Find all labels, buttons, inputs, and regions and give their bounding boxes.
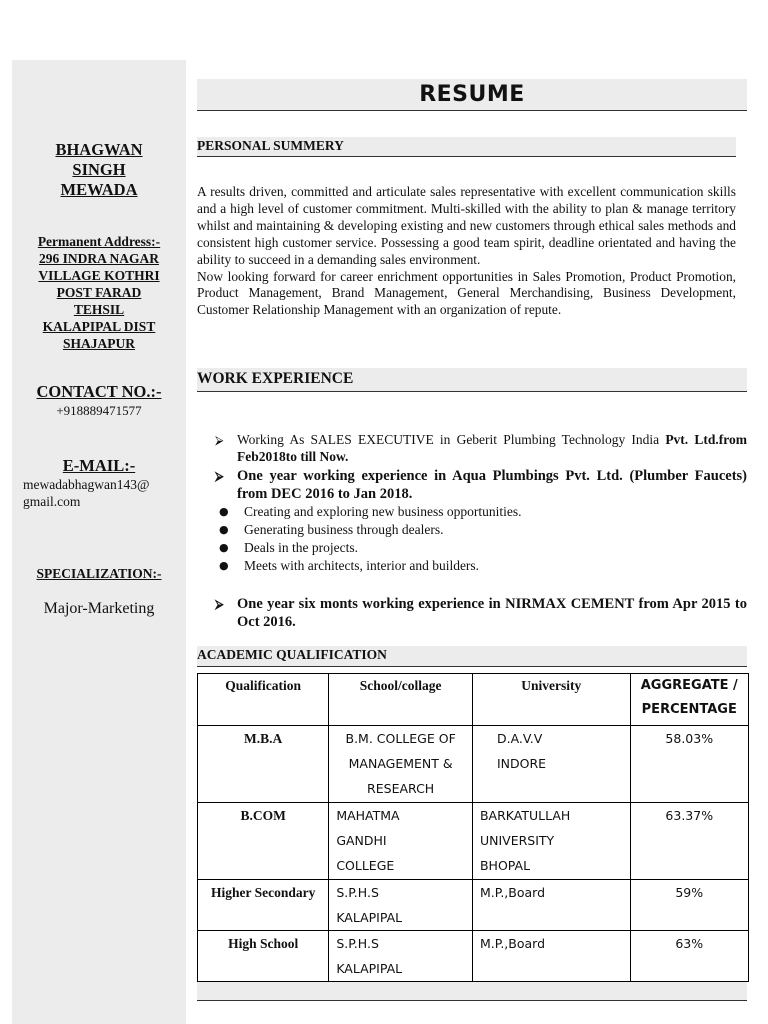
email-line: mewadabhagwan143@ (23, 477, 150, 492)
academic-table (197, 673, 749, 982)
dot-bullet-icon: ● (219, 559, 229, 572)
specialization-value: Major-Marketing (43, 600, 155, 617)
work-item (197, 467, 747, 503)
arrow-bullet-icon: ⮚ (215, 597, 224, 611)
cell-qualification: Higher Secondary (198, 880, 329, 931)
address-block (12, 233, 186, 352)
work-item (197, 595, 747, 631)
specialization-label: SPECIALIZATION:- (36, 566, 162, 581)
cell-university (472, 726, 630, 803)
dot-bullet-icon: ● (219, 523, 229, 536)
work-item-bold: Pvt. Ltd.from Feb2018to till Now. (237, 432, 747, 464)
address-line: SHAJAPUR (62, 336, 135, 351)
arrow-bullet-icon: ⮚ (215, 469, 224, 483)
footer-bar (197, 982, 747, 1001)
cell-line: GANDHI (336, 833, 387, 848)
page-title: RESUME (419, 82, 525, 107)
table-row (198, 880, 749, 931)
address-label: Permanent Address:- (37, 234, 161, 249)
contact-label: CONTACT NO.:- (36, 382, 162, 401)
cell-line: KALAPIPAL (336, 910, 403, 925)
name-line: SINGH (72, 160, 126, 179)
cell-university (472, 803, 630, 880)
header-aggregate (630, 674, 748, 726)
cell-line: M.P.,Board (479, 885, 546, 900)
header-line: PERCENTAGE (641, 702, 737, 717)
address-line: TEHSIL (73, 302, 125, 317)
summary-heading: PERSONAL SUMMERY (197, 137, 736, 157)
work-item-text: One year six monts working experience in NIRMAX CEMENT from Apr 2015 to Oct 2016. (237, 596, 747, 630)
header-school: School/collage (329, 674, 473, 726)
duty-text: Meets with architects, interior and builders. (244, 558, 480, 573)
cell-qualification: High School (198, 931, 329, 982)
duty-text: Generating business through dealers. (244, 522, 444, 537)
cell-school (329, 880, 473, 931)
cell-line: RESEARCH (367, 781, 435, 796)
cell-line: MAHATMA (336, 808, 400, 823)
cell-university (472, 931, 630, 982)
cell-line: D.A.V.V (496, 731, 543, 746)
cell-qualification: M.B.A (198, 726, 329, 803)
cell-school (329, 803, 473, 880)
cell-qualification: B.COM (198, 803, 329, 880)
contact-number: +918889471577 (56, 403, 142, 418)
cell-percentage: 59% (630, 880, 748, 931)
duty-text: Deals in the projects. (244, 540, 358, 555)
list-item (197, 503, 747, 521)
cell-line: BARKATULLAH (479, 808, 571, 823)
summary-paragraph: Now looking forward for career enrichment opportunities in Sales Promotion, Product Promotion, Product Management, Brand Management, General Merchandising, Business Development, Customer Relationship Management with an organization of repute. (197, 268, 736, 318)
title-bar (197, 79, 747, 111)
candidate-name (12, 140, 186, 200)
cell-university (472, 880, 630, 931)
header-university: University (472, 674, 630, 726)
cell-percentage: 63% (630, 931, 748, 982)
cell-line: INDORE (496, 756, 547, 771)
cell-line: B.M. COLLEGE OF (345, 731, 456, 746)
dot-bullet-icon: ● (219, 541, 229, 554)
header-qualification: Qualification (198, 674, 329, 726)
cell-percentage: 58.03% (630, 726, 748, 803)
arrow-bullet-icon: ⮚ (215, 433, 224, 447)
list-item (197, 521, 747, 539)
sidebar (12, 60, 186, 1024)
table-header-row (198, 674, 749, 726)
cell-line: M.P.,Board (479, 936, 546, 951)
duty-text: Creating and exploring new business opportunities. (244, 504, 522, 519)
cell-school (329, 726, 473, 803)
email-label: E-MAIL:- (62, 456, 136, 475)
cell-line: KALAPIPAL (336, 961, 403, 976)
header-line: AGGREGATE / (640, 678, 738, 693)
work-item-text: Working As SALES EXECUTIVE in Geberit Plumbing Technology India (237, 432, 666, 447)
address-line: 296 INDRA NAGAR (38, 251, 159, 266)
cell-line: S.P.H.S (336, 936, 379, 951)
academic-heading: ACADEMIC QUALIFICATION (197, 646, 747, 667)
summary-paragraph: A results driven, committed and articulate sales representative with excellent communication skills and a high level of customer commitment. Multi-skilled with the ability to plan & manage territory whilst and maintaining & developing existing and new customers through ethical sales methods and consistent high customer service. Possessing a good team spirit, deadline orientated and having the ability to succeed in a demanding sales environment. (197, 184, 736, 267)
address-line: VILLAGE KOTHRI (38, 268, 160, 283)
address-line: KALAPIPAL DIST (42, 319, 156, 334)
email-address (23, 476, 183, 510)
dot-bullet-icon: ● (219, 505, 229, 518)
summary-text (197, 184, 736, 319)
duties-list (197, 503, 747, 575)
work-item-text: One year working experience in Aqua Plumbings Pvt. Ltd. (Plumber Faucets) from DEC 2016 to Jan 2018. (237, 468, 747, 502)
name-line: MEWADA (60, 180, 138, 199)
cell-line: UNIVERSITY (479, 833, 555, 848)
cell-line: BHOPAL (479, 858, 531, 873)
table-row (198, 726, 749, 803)
list-item (197, 539, 747, 557)
cell-line: COLLEGE (336, 858, 395, 873)
work-heading: WORK EXPERIENCE (197, 368, 747, 392)
table-row (198, 803, 749, 880)
address-line: POST FARAD (56, 285, 142, 300)
cell-percentage: 63.37% (630, 803, 748, 880)
list-item (197, 557, 747, 575)
cell-line: S.P.H.S (336, 885, 379, 900)
cell-line: MANAGEMENT & (348, 756, 453, 771)
name-line: BHAGWAN (55, 140, 143, 159)
table-row (198, 931, 749, 982)
email-line: gmail.com (23, 494, 81, 509)
work-item (197, 432, 747, 465)
cell-school (329, 931, 473, 982)
